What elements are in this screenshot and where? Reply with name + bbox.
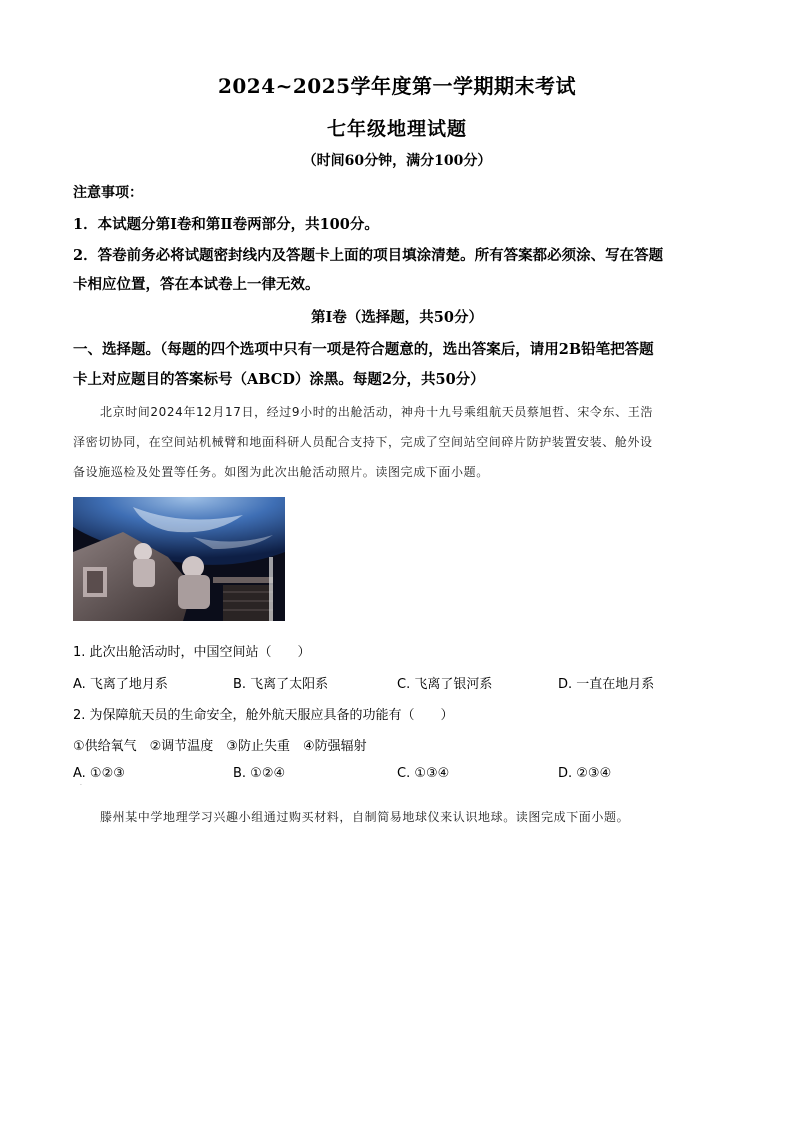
section1-instruction-line-1: 一、选择题。（每题的四个选项中只有一项是符合题意的，选出答案后，请用2B铅笔把答题 (73, 341, 654, 358)
spacewalk-photo-illustration (73, 497, 285, 621)
notes-heading: 注意事项： (73, 185, 143, 201)
passage2-line-1: 滕州某中学地理学习兴趣小组通过购买材料，自制简易地球仪来认识地球。读图完成下面小题。 (100, 810, 630, 824)
passage1-line-1: 北京时间2024年12月17日，经过9小时的出舱活动，神舟十九号乘组航天员蔡旭哲、宋令东、王浩 (100, 405, 653, 419)
question-2-option-d[interactable]: D. ②③④ (558, 766, 612, 781)
note-item-2-line-2: 卡相应位置，答在本试卷上一律无效。 (73, 276, 320, 293)
note-item-1: 1．本试题分第Ⅰ卷和第Ⅱ卷两部分，共100分。 (73, 216, 379, 233)
exam-subtitle: 七年级地理试题 (326, 118, 467, 140)
passage1-line-2: 泽密切协同，在空间站机械臂和地面科研人员配合支持下，完成了空间站空间碎片防护装置安装、舱外设 (73, 435, 653, 449)
question-1-option-d[interactable]: D. 一直在地月系 (558, 677, 655, 692)
question-2-stem: 2. 为保障航天员的生命安全，舱外航天服应具备的功能有（ ） (73, 708, 454, 723)
question-1-stem: 1. 此次出舱活动时，中国空间站（ ） (73, 645, 311, 660)
passage1-line-3: 备设施巡检及处置等任务。如图为此次出舱活动照片。读图完成下面小题。 (73, 465, 489, 479)
part1-heading: 第Ⅰ卷（选择题，共50分） (311, 309, 483, 326)
exam-time-info: （时间60分钟，满分100分） (302, 153, 492, 169)
question-2-option-c[interactable]: C. ①③④ (397, 766, 450, 781)
spacewalk-photo (73, 497, 285, 621)
exam-title: 2024~2025学年度第一学期期末考试 (217, 74, 577, 98)
question-2-items: ①供给氧气 ②调节温度 ③防止失重 ④防强辐射 (73, 739, 367, 754)
question-1-option-a[interactable]: A. 飞离了地月系 (73, 677, 168, 692)
stray-dot-mark: · (80, 782, 82, 789)
question-1-option-b[interactable]: B. 飞离了太阳系 (233, 677, 329, 692)
note-item-2-line-1: 2．答卷前务必将试题密封线内及答题卡上面的项目填涂清楚。所有答案都必须涂、写在答题 (73, 247, 664, 264)
question-1-option-c[interactable]: C. 飞离了银河系 (397, 677, 493, 692)
question-2-option-b[interactable]: B. ①②④ (233, 766, 286, 781)
question-2-option-a[interactable]: A. ①②③ (73, 766, 125, 781)
section1-instruction-line-2: 卡上对应题目的答案标号（ABCD）涂黑。每题2分，共50分） (73, 371, 485, 388)
